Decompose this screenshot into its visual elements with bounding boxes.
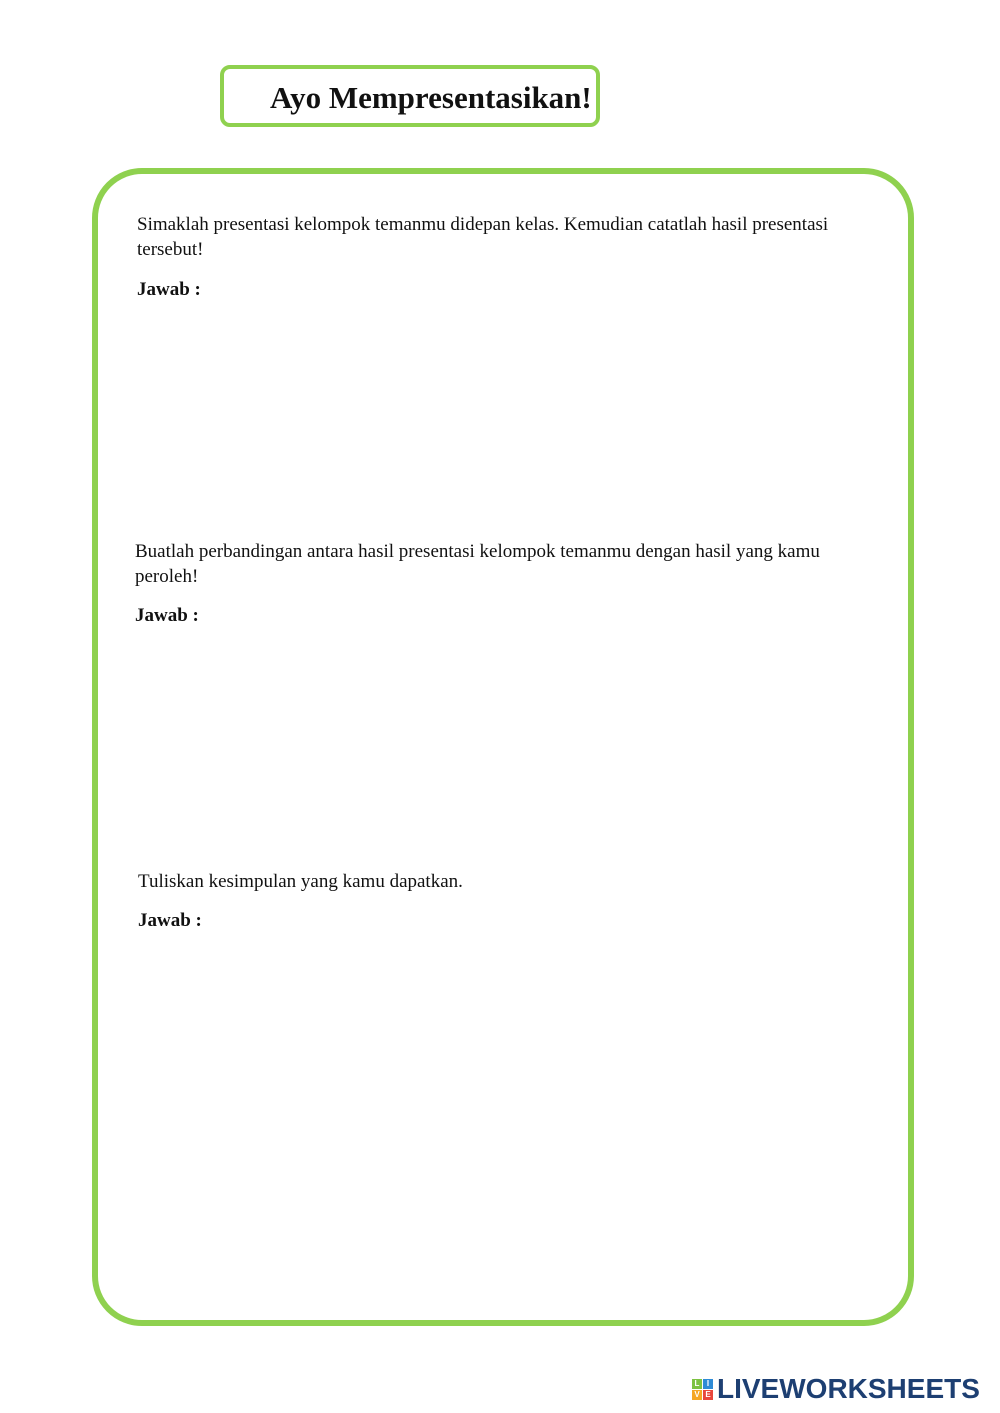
answer-label-1: Jawab :: [137, 279, 201, 300]
page-title: Ayo Mempresentasikan!: [270, 80, 592, 115]
liveworksheets-logo-icon: [692, 1379, 713, 1400]
logo-letter-i: I: [703, 1379, 713, 1389]
logo-letter-e: E: [703, 1390, 713, 1400]
logo-letter-v: V: [692, 1390, 702, 1400]
question-2: Buatlah perbandingan antara hasil presentasi kelompok temanmu dengan hasil yang kamu peroleh!: [135, 541, 820, 587]
logo-letter-l: L: [692, 1379, 702, 1389]
answer-area-2[interactable]: [135, 632, 875, 857]
answer-label-2: Jawab :: [135, 605, 199, 626]
brand-name: LIVEWORKSHEETS: [717, 1373, 980, 1404]
title-box: [220, 65, 600, 127]
answer-area-3[interactable]: [138, 938, 878, 1288]
answer-area-1[interactable]: [137, 306, 877, 526]
question-3: Tuliskan kesimpulan yang kamu dapatkan.: [138, 871, 463, 892]
question-1: Simaklah presentasi kelompok temanmu didepan kelas. Kemudian catatlah hasil presentasi tersebut!: [137, 214, 829, 260]
liveworksheets-brand: [692, 1374, 980, 1404]
answer-label-3: Jawab :: [138, 910, 202, 931]
